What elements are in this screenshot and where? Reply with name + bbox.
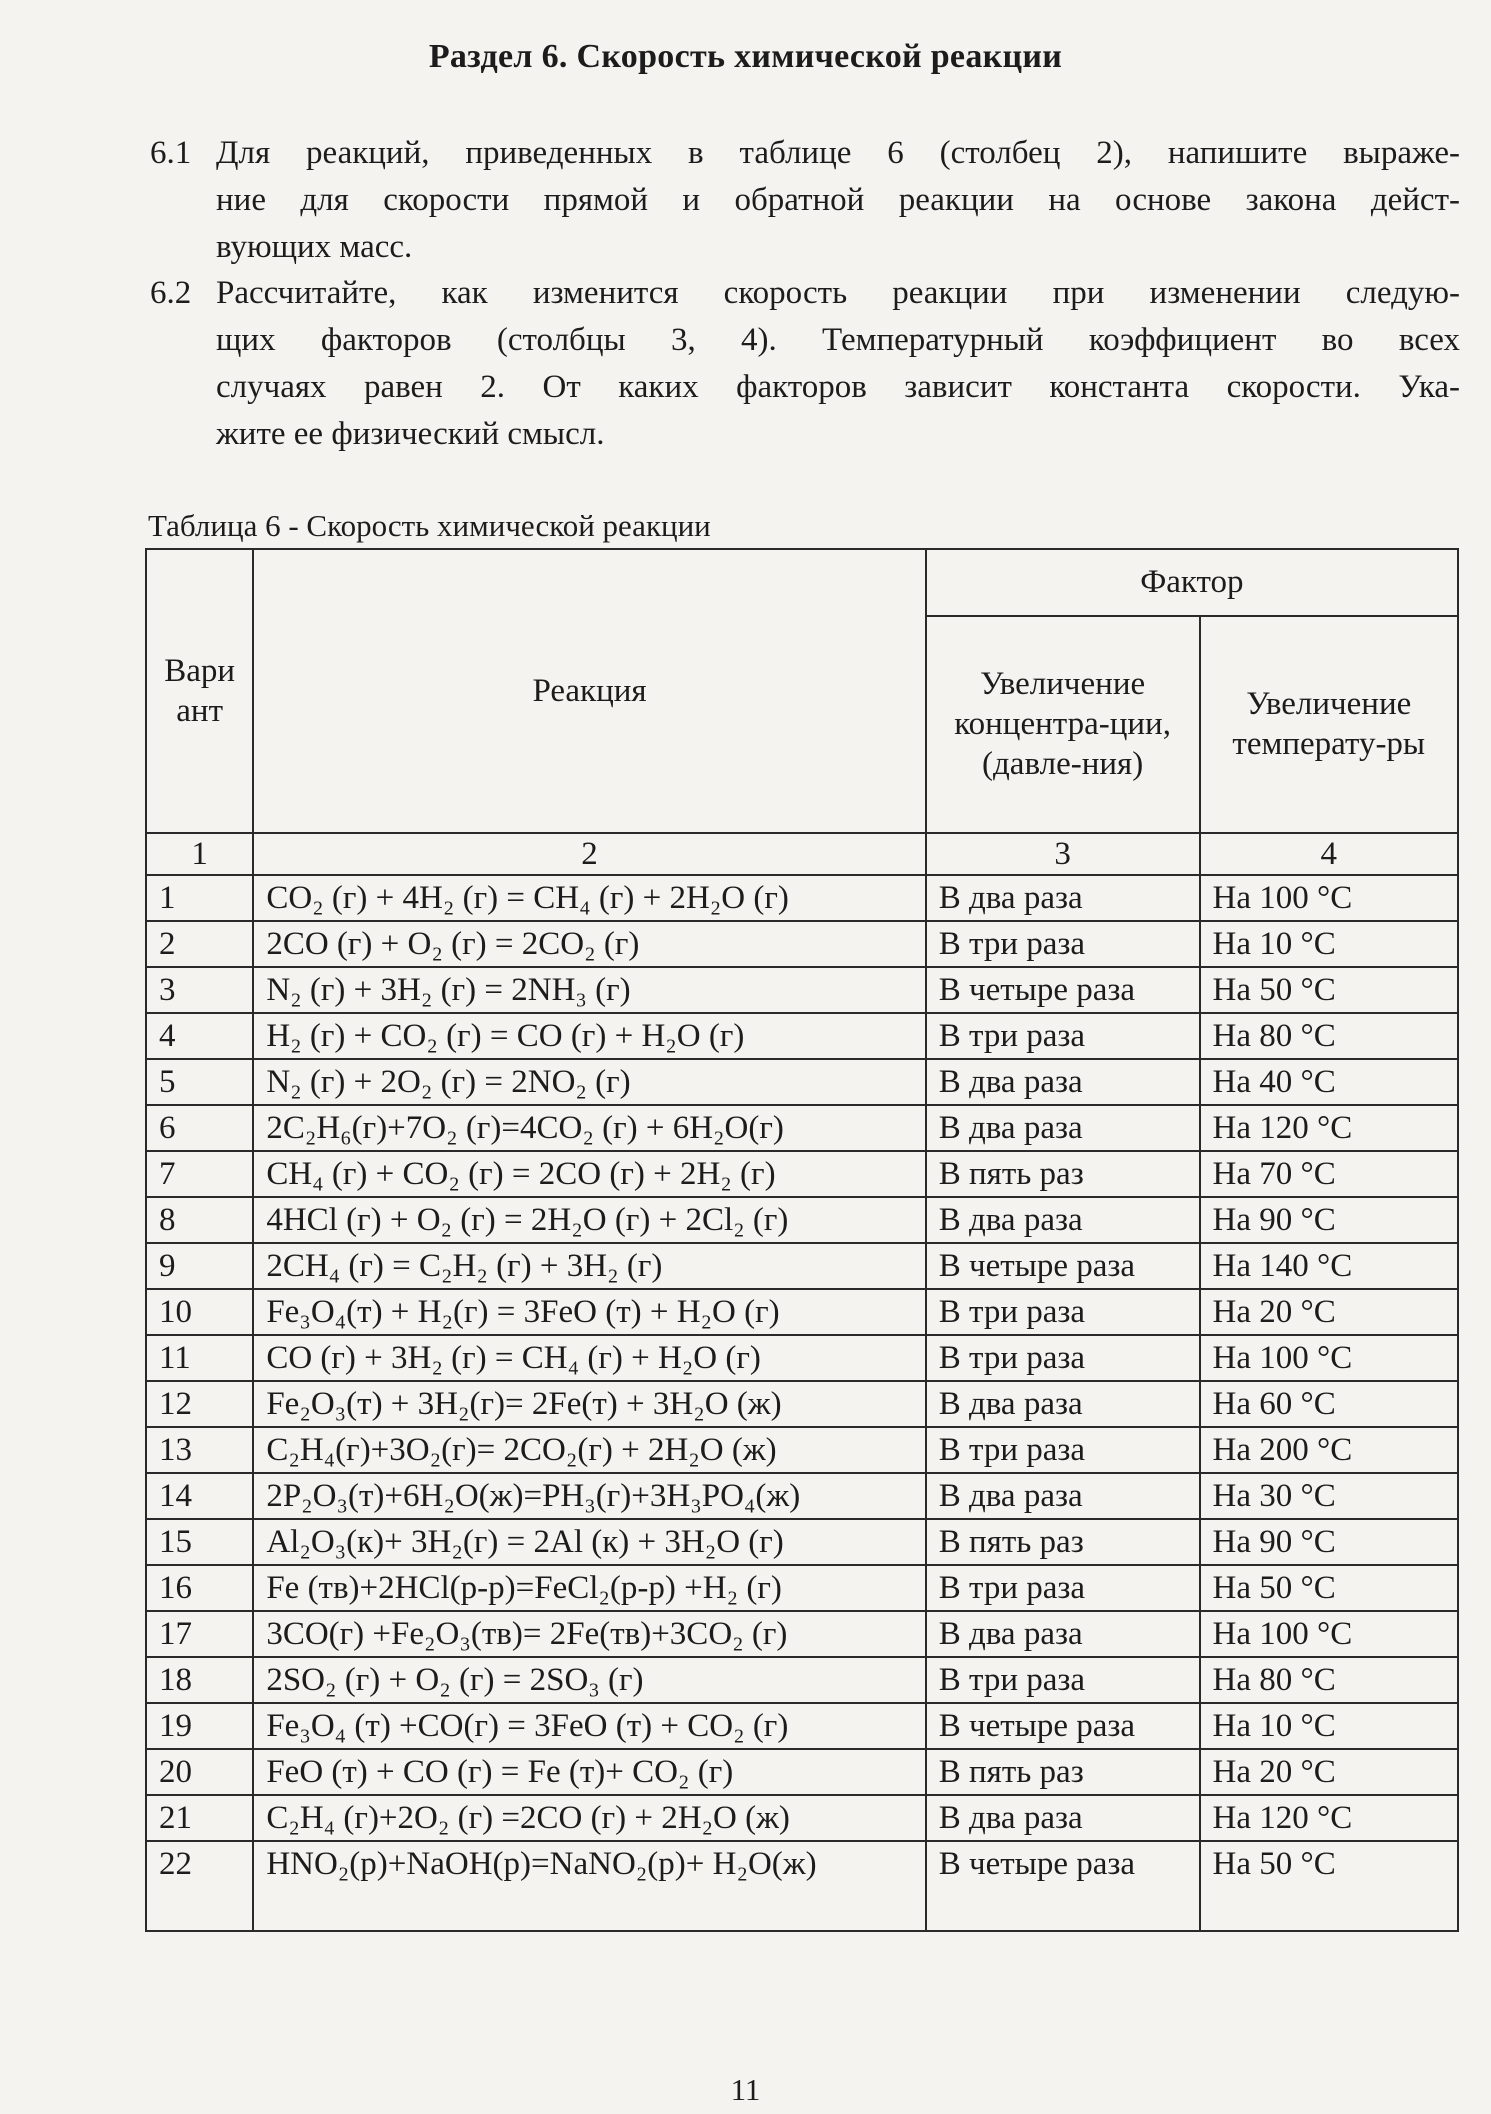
temperature-cell: На 200 °С — [1200, 1427, 1458, 1473]
concentration-cell: В четыре раза — [926, 1703, 1200, 1749]
temperature-cell: На 30 °С — [1200, 1473, 1458, 1519]
concentration-cell: В два раза — [926, 1381, 1200, 1427]
table-row — [146, 1473, 1458, 1519]
table-row — [146, 1335, 1458, 1381]
temperature-cell: На 10 °С — [1200, 1703, 1458, 1749]
temperature-cell: На 50 °С — [1200, 1565, 1458, 1611]
table-row — [146, 1519, 1458, 1565]
table-row — [146, 1795, 1458, 1841]
variant-cell: 20 — [146, 1749, 253, 1795]
table-row — [146, 921, 1458, 967]
reaction-cell: C₂H₄ (г)+2O₂ (г) =2CO (г) + 2H₂O (ж) — [253, 1795, 925, 1841]
variant-cell: 18 — [146, 1657, 253, 1703]
task-line: ние для скорости прямой и обратной реакции на основе закона дейст- — [216, 182, 1460, 218]
temperature-cell: На 50 °С — [1200, 967, 1458, 1013]
concentration-cell: В четыре раза — [926, 1243, 1200, 1289]
table-row — [146, 875, 1458, 921]
task-6-2 — [150, 270, 1460, 458]
variant-cell: 12 — [146, 1381, 253, 1427]
table-row — [146, 967, 1458, 1013]
variant-cell: 8 — [146, 1197, 253, 1243]
task-line: Рассчитайте, как изменится скорость реакции при изменении следую- — [216, 275, 1460, 311]
concentration-cell: В три раза — [926, 1013, 1200, 1059]
reaction-cell: C₂H₄(г)+3O₂(г)= 2CO₂(г) + 2H₂O (ж) — [253, 1427, 925, 1473]
reaction-cell: Fe₃O₄ (т) +CO(г) = 3FeO (т) + CO₂ (г) — [253, 1703, 925, 1749]
table-row — [146, 1841, 1458, 1931]
concentration-cell: В два раза — [926, 1197, 1200, 1243]
temperature-cell: На 90 °С — [1200, 1519, 1458, 1565]
reaction-cell: HNO₂(р)+NaOH(р)=NaNO₂(р)+ H₂O(ж) — [253, 1841, 925, 1931]
reaction-cell: N₂ (г) + 2O₂ (г) = 2NO₂ (г) — [253, 1059, 925, 1105]
temperature-cell: На 70 °С — [1200, 1151, 1458, 1197]
task-6-1 — [150, 130, 1460, 271]
temperature-cell: На 20 °С — [1200, 1749, 1458, 1795]
task-number: 6.2 — [150, 275, 192, 311]
concentration-cell: В два раза — [926, 1611, 1200, 1657]
temperature-cell: На 80 °С — [1200, 1013, 1458, 1059]
task-line: случаях равен 2. От каких факторов зависит константа скорости. Ука- — [216, 369, 1460, 405]
concentration-cell: В пять раз — [926, 1749, 1200, 1795]
header-concentration: Увеличение концентра-ции, (давле-ния) — [926, 616, 1200, 833]
variant-cell: 1 — [146, 875, 253, 921]
reaction-cell: CO (г) + 3H₂ (г) = CH₄ (г) + H₂O (г) — [253, 1335, 925, 1381]
column-number: 2 — [253, 833, 925, 875]
column-number: 4 — [1200, 833, 1458, 875]
variant-cell: 7 — [146, 1151, 253, 1197]
temperature-cell: На 40 °С — [1200, 1059, 1458, 1105]
reaction-cell: FeO (т) + CO (г) = Fe (т)+ CO₂ (г) — [253, 1749, 925, 1795]
table-row — [146, 1427, 1458, 1473]
concentration-cell: В два раза — [926, 1473, 1200, 1519]
variant-cell: 21 — [146, 1795, 253, 1841]
header-row — [146, 549, 1458, 616]
reaction-cell: Fe₂O₃(т) + 3H₂(г)= 2Fe(т) + 3H₂O (ж) — [253, 1381, 925, 1427]
variant-cell: 4 — [146, 1013, 253, 1059]
table-row — [146, 1243, 1458, 1289]
table-row — [146, 1105, 1458, 1151]
reaction-cell: CO₂ (г) + 4H₂ (г) = CH₄ (г) + 2H₂O (г) — [253, 875, 925, 921]
table-row — [146, 1657, 1458, 1703]
table-row — [146, 1059, 1458, 1105]
variant-cell: 14 — [146, 1473, 253, 1519]
reaction-cell: 2SO₂ (г) + O₂ (г) = 2SO₃ (г) — [253, 1657, 925, 1703]
concentration-cell: В три раза — [926, 921, 1200, 967]
reaction-cell: 2P₂O₃(т)+6H₂O(ж)=PH₃(г)+3H₃PO₄(ж) — [253, 1473, 925, 1519]
variant-cell: 16 — [146, 1565, 253, 1611]
header-reaction: Реакция — [253, 549, 925, 833]
header-temperature: Увеличение температу-ры — [1200, 616, 1458, 833]
task-line: щих факторов (столбцы 3, 4). Температурный коэффициент во всех — [216, 322, 1460, 358]
temperature-cell: На 10 °С — [1200, 921, 1458, 967]
reaction-cell: Fe₃O₄(т) + H₂(г) = 3FeO (т) + H₂O (г) — [253, 1289, 925, 1335]
concentration-cell: В три раза — [926, 1427, 1200, 1473]
header-factor: Фактор — [926, 549, 1458, 616]
concentration-cell: В два раза — [926, 1105, 1200, 1151]
table-row — [146, 1703, 1458, 1749]
table-row — [146, 1013, 1458, 1059]
temperature-cell: На 50 °С — [1200, 1841, 1458, 1931]
concentration-cell: В три раза — [926, 1565, 1200, 1611]
table-row — [146, 1565, 1458, 1611]
variant-cell: 17 — [146, 1611, 253, 1657]
variant-cell: 11 — [146, 1335, 253, 1381]
table-row — [146, 1749, 1458, 1795]
temperature-cell: На 120 °С — [1200, 1105, 1458, 1151]
table-row — [146, 1197, 1458, 1243]
variant-cell: 19 — [146, 1703, 253, 1749]
reaction-cell: Al₂O₃(к)+ 3H₂(г) = 2Al (к) + 3H₂O (г) — [253, 1519, 925, 1565]
temperature-cell: На 120 °С — [1200, 1795, 1458, 1841]
temperature-cell: На 100 °С — [1200, 875, 1458, 921]
temperature-cell: На 90 °С — [1200, 1197, 1458, 1243]
concentration-cell: В два раза — [926, 1795, 1200, 1841]
concentration-cell: В пять раз — [926, 1519, 1200, 1565]
temperature-cell: На 80 °С — [1200, 1657, 1458, 1703]
variant-cell: 22 — [146, 1841, 253, 1931]
table-caption: Таблица 6 - Скорость химической реакции — [148, 508, 711, 543]
concentration-cell: В три раза — [926, 1335, 1200, 1381]
variant-cell: 3 — [146, 967, 253, 1013]
concentration-cell: В два раза — [926, 875, 1200, 921]
variant-cell: 9 — [146, 1243, 253, 1289]
concentration-cell: В четыре раза — [926, 1841, 1200, 1931]
table-body — [146, 875, 1458, 1931]
task-line: вующих масс. — [216, 229, 413, 265]
variant-cell: 2 — [146, 921, 253, 967]
task-line: жите ее физический смысл. — [216, 416, 605, 452]
temperature-cell: На 20 °С — [1200, 1289, 1458, 1335]
temperature-cell: На 100 °С — [1200, 1611, 1458, 1657]
variant-cell: 15 — [146, 1519, 253, 1565]
temperature-cell: На 100 °С — [1200, 1335, 1458, 1381]
column-number-row — [146, 833, 1458, 875]
variant-cell: 13 — [146, 1427, 253, 1473]
column-number: 3 — [926, 833, 1200, 875]
task-number: 6.1 — [150, 135, 192, 171]
reaction-cell: 2C₂H₆(г)+7O₂ (г)=4CO₂ (г) + 6H₂O(г) — [253, 1105, 925, 1151]
reaction-cell: H₂ (г) + CO₂ (г) = CO (г) + H₂O (г) — [253, 1013, 925, 1059]
concentration-cell: В три раза — [926, 1657, 1200, 1703]
reaction-cell: 2CH₄ (г) = C₂H₂ (г) + 3H₂ (г) — [253, 1243, 925, 1289]
temperature-cell: На 60 °С — [1200, 1381, 1458, 1427]
reaction-cell: 4HCl (г) + O₂ (г) = 2H₂O (г) + 2Cl₂ (г) — [253, 1197, 925, 1243]
reaction-table — [145, 548, 1459, 1932]
table-row — [146, 1289, 1458, 1335]
table-row — [146, 1611, 1458, 1657]
temperature-cell: На 140 °С — [1200, 1243, 1458, 1289]
table-row — [146, 1151, 1458, 1197]
section-title: Раздел 6. Скорость химической реакции — [428, 38, 1063, 75]
concentration-cell: В два раза — [926, 1059, 1200, 1105]
variant-cell: 10 — [146, 1289, 253, 1335]
table-row — [146, 1381, 1458, 1427]
variant-cell: 5 — [146, 1059, 253, 1105]
reaction-cell: 3CO(г) +Fe₂O₃(тв)= 2Fe(тв)+3CO₂ (г) — [253, 1611, 925, 1657]
column-number: 1 — [146, 833, 253, 875]
variant-cell: 6 — [146, 1105, 253, 1151]
concentration-cell: В четыре раза — [926, 967, 1200, 1013]
reaction-cell: CH₄ (г) + CO₂ (г) = 2CO (г) + 2H₂ (г) — [253, 1151, 925, 1197]
reaction-cell: Fe (тв)+2HCl(р-р)=FeCl₂(р-р) +H₂ (г) — [253, 1565, 925, 1611]
concentration-cell: В пять раз — [926, 1151, 1200, 1197]
page-number: 11 — [730, 2072, 761, 2107]
reaction-cell: N₂ (г) + 3H₂ (г) = 2NH₃ (г) — [253, 967, 925, 1013]
reaction-cell: 2CO (г) + O₂ (г) = 2CO₂ (г) — [253, 921, 925, 967]
task-line: Для реакций, приведенных в таблице 6 (столбец 2), напишите выраже- — [216, 135, 1460, 171]
header-variant: Вари ант — [146, 549, 253, 833]
concentration-cell: В три раза — [926, 1289, 1200, 1335]
